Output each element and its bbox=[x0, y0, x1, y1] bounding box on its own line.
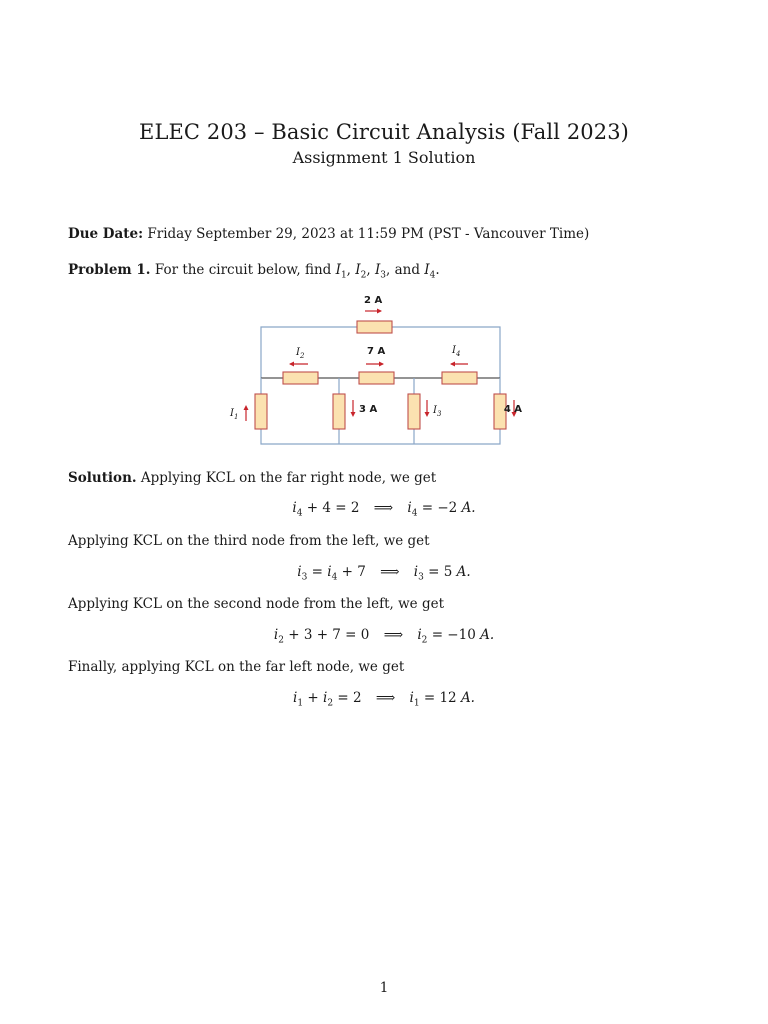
label-i3 bbox=[432, 405, 442, 418]
circuit-diagram bbox=[226, 290, 526, 450]
solution-label: Solution. bbox=[68, 470, 137, 486]
problem-text: For the circuit below, find bbox=[154, 262, 332, 278]
label-i2-sub: 2 bbox=[299, 352, 305, 360]
eq-sub: 4 bbox=[331, 572, 338, 583]
due-date-text: Friday September 29, 2023 at 11:59 PM (PST - Vancouver Time) bbox=[147, 226, 590, 242]
eq-unit: A. bbox=[461, 500, 476, 516]
label-i4-letter: I bbox=[452, 345, 456, 356]
eq-sub: 3 bbox=[301, 572, 308, 583]
resistor-i2 bbox=[283, 372, 318, 384]
var-I3: I bbox=[374, 262, 381, 278]
bottom-wire bbox=[261, 378, 500, 444]
label-4a: 4 A bbox=[503, 404, 522, 415]
circuit-wires bbox=[261, 327, 500, 444]
sub-3: 3 bbox=[380, 270, 387, 281]
arrow-7a-right bbox=[366, 362, 384, 367]
eq-op: + bbox=[307, 690, 319, 706]
arrow-i2-left bbox=[289, 362, 308, 367]
label-i3-letter: I bbox=[433, 405, 437, 416]
eq-var: i bbox=[322, 690, 328, 706]
sub-1: 1 bbox=[340, 270, 347, 281]
resistor-i4 bbox=[442, 372, 477, 384]
resistor-branch3 bbox=[408, 394, 420, 429]
step-2: Applying KCL on the third node from the left, we get bbox=[68, 533, 430, 549]
implies-symbol: ⟹ bbox=[373, 500, 394, 516]
eq-var: i bbox=[409, 690, 414, 706]
label-i1 bbox=[229, 408, 238, 421]
eq-result: = −10 bbox=[431, 627, 476, 643]
arrow-top-right bbox=[365, 309, 382, 314]
var-I2: I bbox=[355, 262, 361, 278]
equation-3 bbox=[0, 627, 768, 646]
resistor-branch2 bbox=[333, 394, 345, 429]
label-i3-sub: 3 bbox=[436, 410, 442, 418]
eq-rest: + 3 + 7 = 0 bbox=[288, 627, 370, 643]
circuit-labels bbox=[229, 295, 522, 421]
sep: , bbox=[366, 262, 371, 278]
equation-4 bbox=[0, 690, 768, 709]
label-3a: 3 A bbox=[359, 404, 378, 415]
eq-unit: A. bbox=[456, 564, 471, 580]
resistor-top bbox=[357, 321, 392, 333]
label-i2 bbox=[295, 347, 305, 360]
step-4: Finally, applying KCL on the far left node, we get bbox=[68, 659, 405, 675]
label-7a: 7 A bbox=[367, 346, 386, 357]
eq-sub: 4 bbox=[411, 508, 418, 519]
label-2a: 2 A bbox=[364, 295, 383, 306]
problem-statement bbox=[68, 261, 708, 285]
arrow-i4-left bbox=[450, 362, 468, 367]
eq-sub: 2 bbox=[327, 698, 334, 709]
sep: , and bbox=[386, 262, 420, 278]
arrow-i3-down bbox=[425, 400, 430, 417]
due-date-label: Due Date: bbox=[68, 226, 144, 242]
var-I4: I bbox=[424, 262, 430, 278]
page-subtitle: Assignment 1 Solution bbox=[292, 148, 476, 167]
arrow-i1-up bbox=[244, 405, 249, 421]
eq-var: i bbox=[297, 564, 302, 580]
sep: . bbox=[435, 262, 440, 278]
eq-result: = 12 bbox=[423, 690, 457, 706]
solution-intro bbox=[68, 469, 708, 487]
eq-rest: = 2 bbox=[337, 690, 362, 706]
label-i4 bbox=[451, 345, 460, 358]
due-date-line bbox=[68, 225, 708, 243]
eq-unit: A. bbox=[480, 627, 495, 643]
eq-var: i bbox=[292, 500, 297, 516]
label-i4-sub: 4 bbox=[455, 350, 461, 358]
eq1-rest: 4 = 2 bbox=[322, 500, 360, 516]
resistor-branch1 bbox=[255, 394, 267, 429]
eq-sub: 4 bbox=[296, 508, 303, 519]
page-number: 1 bbox=[379, 980, 389, 996]
equation-1 bbox=[0, 500, 768, 519]
eq-var: i bbox=[417, 627, 422, 643]
arrow-3a-down bbox=[351, 400, 356, 417]
eq-var: i bbox=[273, 627, 279, 643]
label-i1-letter: I bbox=[230, 408, 234, 419]
solution-text: Applying KCL on the far right node, we get bbox=[140, 470, 437, 486]
eq-var: i bbox=[293, 690, 298, 706]
eq-sub: 1 bbox=[297, 698, 304, 709]
implies-symbol: ⟹ bbox=[383, 627, 404, 643]
eq-op: + bbox=[306, 500, 319, 516]
eq-var: i bbox=[407, 500, 412, 516]
eq1-result: = −2 bbox=[421, 500, 458, 516]
sub-2: 2 bbox=[360, 270, 367, 281]
eq-result: = 5 bbox=[428, 564, 453, 580]
eq-op: = bbox=[311, 564, 323, 580]
sep: , bbox=[346, 262, 351, 278]
step-3: Applying KCL on the second node from the left, we get bbox=[68, 596, 444, 612]
label-i1-sub: 1 bbox=[233, 413, 239, 421]
var-I1: I bbox=[335, 262, 341, 278]
eq-unit: A. bbox=[460, 690, 475, 706]
implies-symbol: ⟹ bbox=[375, 690, 396, 706]
eq-sub: 2 bbox=[421, 635, 428, 646]
page-title: ELEC 203 – Basic Circuit Analysis (Fall 2023) bbox=[139, 120, 629, 144]
eq-sub: 1 bbox=[413, 698, 420, 709]
implies-symbol: ⟹ bbox=[380, 564, 400, 580]
equation-2 bbox=[0, 564, 768, 583]
sub-4: 4 bbox=[429, 270, 436, 281]
resistors bbox=[255, 321, 506, 429]
eq-sub: 2 bbox=[278, 635, 284, 646]
resistor-7a bbox=[359, 372, 394, 384]
problem-label: Problem 1. bbox=[68, 262, 151, 278]
eq-sub: 3 bbox=[418, 572, 424, 583]
eq-var: i bbox=[327, 564, 332, 580]
label-i2-letter: I bbox=[296, 347, 300, 358]
eq-var: i bbox=[413, 564, 419, 580]
eq-rest: + 7 bbox=[341, 564, 366, 580]
